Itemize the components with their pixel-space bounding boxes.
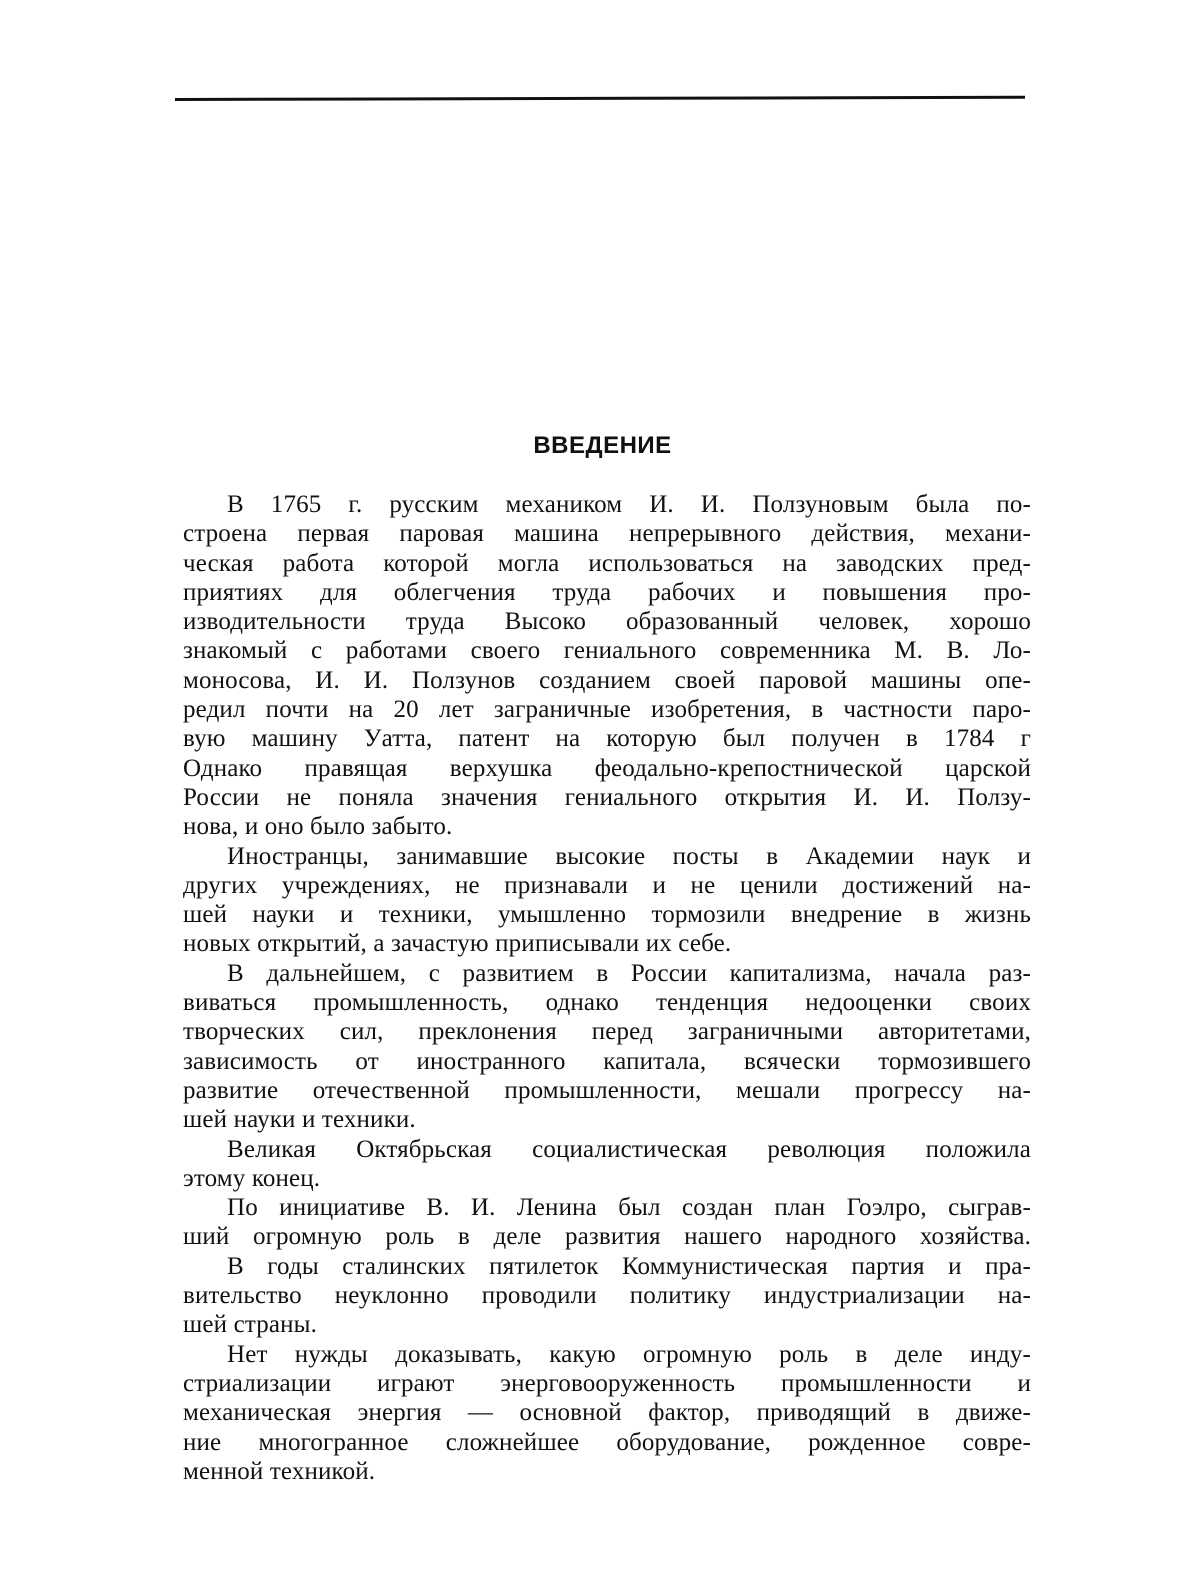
paragraph bbox=[183, 1193, 1031, 1252]
text-line: ние многогранное сложнейшее оборудование, рожденное совре- bbox=[183, 1428, 1031, 1456]
text-line: стриализации играют энерговооруженность промышленности и bbox=[183, 1369, 1031, 1397]
paragraph bbox=[183, 490, 1031, 842]
text-line: Великая Октябрьская социалистическая революция положила bbox=[227, 1135, 1031, 1163]
text-line: В годы сталинских пятилеток Коммунистическая партия и пра- bbox=[227, 1252, 1031, 1280]
text-line: других учреждениях, не признавали и не ценили достижений на- bbox=[183, 871, 1031, 899]
text-line: этому конец. bbox=[183, 1164, 321, 1192]
text-line: нова, и оно было забыто. bbox=[183, 813, 453, 841]
page-title: ВВЕДЕНИЕ bbox=[533, 432, 672, 459]
text-line: зависимость от иностранного капитала, всячески тормозившего bbox=[183, 1047, 1031, 1075]
text-line: России не поняла значения гениального открытия И. И. Ползу- bbox=[183, 783, 1031, 811]
text-line: В дальнейшем, с развитием в России капитализма, начала раз- bbox=[227, 959, 1031, 987]
text-line: шей науки и техники. bbox=[183, 1106, 416, 1134]
text-line: изводительности труда Высоко образованный человек, хорошо bbox=[183, 608, 1031, 636]
paragraph bbox=[183, 842, 1031, 959]
text-line: приятиях для облегчения труда рабочих и повышения про- bbox=[183, 578, 1031, 606]
text-line: вительство неуклонно проводили политику индустриализации на- bbox=[183, 1282, 1031, 1310]
text-line: Однако правящая верхушка феодально-крепостнической царской bbox=[183, 754, 1031, 782]
text-line: Нет нужды доказывать, какую огромную роль в деле инду- bbox=[227, 1340, 1031, 1368]
text-line: Иностранцы, занимавшие высокие посты в Академии наук и bbox=[227, 842, 1031, 870]
paragraph bbox=[183, 959, 1031, 1135]
text-line: По инициативе В. И. Ленина был создан план Гоэлро, сыграв- bbox=[227, 1194, 1031, 1222]
text-line: шей страны. bbox=[183, 1311, 317, 1339]
text-line: ший огромную роль в деле развития нашего народного хозяйства. bbox=[183, 1223, 1031, 1251]
text-line: механическая энергия — основной фактор, приводящий в движе- bbox=[183, 1399, 1031, 1427]
text-line: редил почти на 20 лет заграничные изобретения, в частности паро- bbox=[183, 696, 1031, 724]
text-line: ческая работа которой могла использоваться на заводских пред- bbox=[183, 549, 1031, 577]
text-line: развитие отечественной промышленности, мешали прогрессу на- bbox=[183, 1076, 1031, 1104]
body-text bbox=[183, 490, 1031, 1486]
text-line: виваться промышленность, однако тенденция недооценки своих bbox=[183, 989, 1031, 1017]
text-line: новых открытий, а зачастую приписывали их себе. bbox=[183, 930, 732, 958]
top-rule bbox=[175, 96, 1025, 101]
text-line: вую машину Уатта, патент на которую был получен в 1784 г bbox=[183, 725, 1031, 753]
paragraph bbox=[183, 1135, 1031, 1194]
text-line: В 1765 г. русским механиком И. И. Ползуновым была по- bbox=[227, 491, 1031, 518]
text-line: моносова, И. И. Ползунов созданием своей паровой машины опе- bbox=[183, 666, 1031, 694]
paragraph bbox=[183, 1252, 1031, 1340]
text-line: шей науки и техники, умышленно тормозили внедрение в жизнь bbox=[183, 901, 1031, 929]
text-line: строена первая паровая машина непрерывного действия, механи- bbox=[183, 520, 1031, 548]
paragraph bbox=[183, 1340, 1031, 1486]
text-line: знакомый с работами своего гениального современника М. В. Ло- bbox=[183, 637, 1031, 665]
text-line: творческих сил, преклонения перед заграничными авторитетами, bbox=[183, 1018, 1031, 1046]
text-line: менной техникой. bbox=[183, 1457, 376, 1485]
